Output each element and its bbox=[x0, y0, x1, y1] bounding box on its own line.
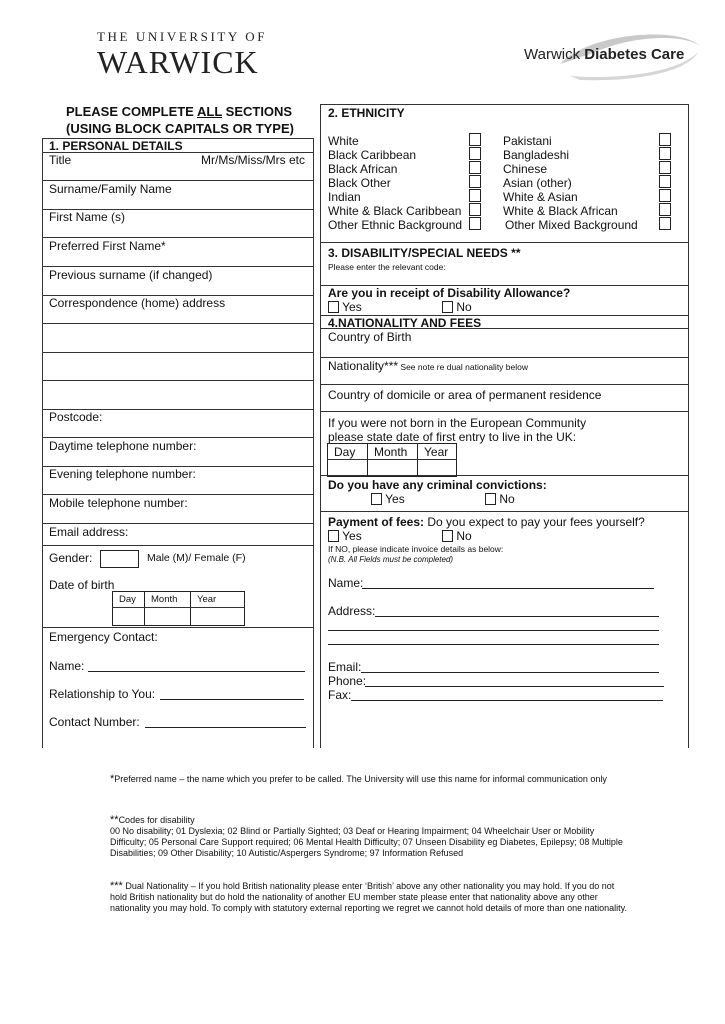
department-logo bbox=[524, 46, 684, 63]
nationality-label-text: Nationality*** bbox=[328, 359, 399, 373]
nationality-heading: 4.NATIONALITY AND FEES bbox=[328, 316, 482, 330]
dob-month: Month bbox=[145, 592, 191, 625]
footnote-text: 00 No disability; 01 Dyslexia; 02 Blind or Partially Sighted; 03 Deaf or Hearing Impairment; 04 Wheelchair User or Mobility Difficulty; 05 Personal Care Support required; 06 Mental Health Difficulty; 07 Unseen Disability eg Diabetes, Epilepsy; 08 Multiple Disabilities; 09 Other Disability; 10 Autistic/Aspergers Syndrome; 97 Information Refused bbox=[110, 826, 623, 858]
uk-entry-date-grid[interactable] bbox=[327, 443, 457, 477]
right-box-border bbox=[320, 104, 321, 748]
invoice-address-line[interactable] bbox=[328, 619, 659, 631]
dob-label: Date of birth bbox=[49, 578, 115, 592]
contact-number-line[interactable] bbox=[145, 716, 306, 728]
title-label: Title bbox=[49, 153, 72, 167]
eth-checkbox[interactable] bbox=[469, 189, 481, 202]
instr-line2: (USING BLOCK CAPITALS OR TYPE) bbox=[66, 121, 294, 136]
fees-no-option[interactable] bbox=[442, 529, 472, 543]
dob-grid-line bbox=[112, 607, 245, 608]
entry-month: Month bbox=[368, 444, 418, 476]
fees-question-bold: Payment of fees: bbox=[328, 515, 425, 529]
invoice-address-line[interactable] bbox=[375, 605, 659, 617]
checkbox-icon[interactable] bbox=[442, 530, 453, 542]
eth-checkbox[interactable] bbox=[469, 147, 481, 160]
eth-asian-other: Asian (other) bbox=[503, 176, 572, 190]
emergency-name-line[interactable] bbox=[88, 660, 305, 672]
daytime-phone-label: Daytime telephone number: bbox=[49, 439, 197, 453]
entry-grid-line bbox=[327, 459, 457, 460]
email-label: Email address: bbox=[49, 525, 129, 539]
emergency-contact-label: Emergency Contact: bbox=[49, 630, 158, 644]
checkbox-icon[interactable] bbox=[328, 301, 339, 313]
invoice-name-label: Name: bbox=[328, 576, 364, 590]
fees-if-no: If NO, please indicate invoice details as below: bbox=[328, 544, 504, 554]
country-of-birth-label: Country of Birth bbox=[328, 330, 412, 344]
divider bbox=[42, 494, 314, 495]
eth-white-black-african: White & Black African bbox=[503, 204, 618, 218]
entry-day: Day bbox=[328, 444, 368, 476]
divider bbox=[42, 180, 314, 181]
divider bbox=[320, 384, 689, 385]
address-label: Correspondence (home) address bbox=[49, 296, 226, 310]
dob-year: Year bbox=[197, 594, 217, 605]
instr-b: SECTIONS bbox=[222, 104, 293, 119]
footnote-dual-nationality bbox=[110, 881, 630, 914]
invoice-address-line[interactable] bbox=[328, 633, 659, 645]
dob-input-grid[interactable] bbox=[112, 591, 245, 626]
left-box-border bbox=[313, 138, 314, 748]
dob-day: Day bbox=[113, 592, 145, 625]
footnote-text: Dual Nationality – If you hold British nationality please enter ‘British’ above any other nationality you may hold. If you do not hold British nationality but do hold the nationality of another EU member state please enter that nationality above any other nationality you may hold. To comply with statutory external reporting we regret we cannot hold details of more than one nationality. bbox=[110, 881, 627, 913]
divider bbox=[42, 266, 314, 267]
university-logo-name: WARWICK bbox=[97, 44, 259, 80]
instr-all: ALL bbox=[196, 104, 223, 119]
invoice-fax-line[interactable] bbox=[351, 689, 663, 701]
right-box-border bbox=[688, 104, 689, 748]
footnote-mark: *** bbox=[110, 880, 123, 892]
ethnicity-heading: 2. ETHNICITY bbox=[328, 106, 405, 120]
relationship-line[interactable] bbox=[160, 688, 304, 700]
eth-checkbox[interactable] bbox=[659, 147, 671, 160]
eth-checkbox[interactable] bbox=[659, 175, 671, 188]
previous-surname-label: Previous surname (if changed) bbox=[49, 268, 213, 282]
eth-pakistani: Pakistani bbox=[503, 134, 552, 148]
footnote-mark: ** bbox=[110, 814, 119, 826]
checkbox-icon[interactable] bbox=[442, 301, 453, 313]
divider bbox=[320, 242, 689, 243]
divider bbox=[42, 352, 314, 353]
convictions-no-label: No bbox=[499, 492, 515, 506]
eth-checkbox[interactable] bbox=[469, 175, 481, 188]
mobile-phone-label: Mobile telephone number: bbox=[49, 496, 188, 510]
eth-other-mixed: Other Mixed Background bbox=[505, 218, 638, 232]
eth-white-black-caribbean: White & Black Caribbean bbox=[328, 204, 462, 218]
footnote-title: Codes for disability bbox=[118, 815, 195, 825]
fees-yes-option[interactable] bbox=[328, 529, 362, 543]
disability-hint: Please enter the relevant code: bbox=[328, 262, 446, 272]
university-title-top: THE UNIVERSITY OF bbox=[97, 29, 268, 44]
relationship-label: Relationship to You: bbox=[49, 687, 156, 701]
eth-checkbox[interactable] bbox=[659, 189, 671, 202]
convictions-yes-option[interactable] bbox=[371, 492, 405, 506]
checkbox-icon[interactable] bbox=[485, 493, 496, 505]
preferred-name-label: Preferred First Name* bbox=[49, 239, 166, 253]
convictions-yes-label: Yes bbox=[385, 492, 405, 506]
personal-details-heading: 1. PERSONAL DETAILS bbox=[49, 139, 183, 153]
disability-heading: 3. DISABILITY/SPECIAL NEEDS ** bbox=[328, 246, 521, 260]
divider bbox=[42, 545, 314, 546]
fees-question-rest: Do you expect to pay your fees yourself? bbox=[424, 515, 645, 529]
eth-white: White bbox=[328, 134, 359, 148]
footnote-mark: * bbox=[110, 773, 115, 785]
invoice-email-line[interactable] bbox=[361, 661, 659, 673]
eth-checkbox[interactable] bbox=[659, 203, 671, 216]
allowance-no-label: No bbox=[456, 300, 472, 314]
allowance-yes-option[interactable] bbox=[328, 300, 362, 314]
department-name: Diabetes Care bbox=[584, 46, 685, 63]
divider bbox=[320, 357, 689, 358]
nationality-label bbox=[328, 359, 528, 373]
postcode-label: Postcode: bbox=[49, 410, 103, 424]
disability-allowance-question: Are you in receipt of Disability Allowance? bbox=[328, 286, 571, 300]
eth-black-caribbean: Black Caribbean bbox=[328, 148, 417, 162]
surname-label: Surname/Family Name bbox=[49, 182, 172, 196]
instr-a: PLEASE COMPLETE bbox=[66, 104, 197, 119]
invoice-email-label: Email: bbox=[328, 660, 362, 674]
fees-no-label: No bbox=[456, 529, 472, 543]
eth-other-ethnic: Other Ethnic Background bbox=[328, 218, 463, 232]
eth-black-african: Black African bbox=[328, 162, 398, 176]
invoice-fax-label: Fax: bbox=[328, 688, 352, 702]
divider bbox=[320, 511, 689, 512]
eth-checkbox[interactable] bbox=[469, 203, 481, 216]
emergency-name-label: Name: bbox=[49, 659, 85, 673]
evening-phone-label: Evening telephone number: bbox=[49, 467, 196, 481]
invoice-name-line[interactable] bbox=[362, 577, 654, 589]
divider bbox=[42, 437, 314, 438]
convictions-no-option[interactable] bbox=[485, 492, 515, 506]
eth-indian: Indian bbox=[328, 190, 361, 204]
eu-entry-line2: please state date of first entry to live in the UK: bbox=[328, 430, 577, 444]
fees-question bbox=[328, 515, 645, 529]
left-box-border bbox=[42, 138, 43, 748]
eth-checkbox[interactable] bbox=[659, 133, 671, 146]
divider bbox=[320, 411, 689, 412]
checkbox-icon[interactable] bbox=[328, 530, 339, 542]
eth-black-other: Black Other bbox=[328, 176, 391, 190]
divider bbox=[42, 523, 314, 524]
footnote-text: Preferred name – the name which you prefer to be called. The University will use this name for informal communication only bbox=[114, 774, 607, 784]
fees-nb: (N.B. All Fields must be completed) bbox=[328, 555, 454, 564]
checkbox-icon[interactable] bbox=[371, 493, 382, 505]
eth-checkbox[interactable] bbox=[469, 133, 481, 146]
title-options: Mr/Ms/Miss/Mrs etc bbox=[201, 153, 305, 167]
allowance-yes-label: Yes bbox=[342, 300, 362, 314]
eth-checkbox[interactable] bbox=[469, 217, 481, 230]
gender-hint: Male (M)/ Female (F) bbox=[147, 552, 246, 564]
divider bbox=[42, 237, 314, 238]
divider bbox=[42, 380, 314, 381]
invoice-address-label: Address: bbox=[328, 604, 376, 618]
divider bbox=[42, 627, 314, 628]
gender-input[interactable] bbox=[100, 550, 139, 568]
fees-yes-label: Yes bbox=[342, 529, 362, 543]
contact-number-label: Contact Number: bbox=[49, 715, 140, 729]
divider bbox=[42, 323, 314, 324]
entry-year: Year bbox=[424, 445, 449, 459]
eth-checkbox[interactable] bbox=[469, 161, 481, 174]
invoice-phone-label: Phone: bbox=[328, 674, 367, 688]
allowance-no-option[interactable] bbox=[442, 300, 472, 314]
nationality-note: See note re dual nationality below bbox=[398, 362, 528, 372]
eth-checkbox[interactable] bbox=[659, 161, 671, 174]
domicile-label: Country of domicile or area of permanent residence bbox=[328, 388, 602, 402]
eu-entry-line1: If you were not born in the European Community bbox=[328, 416, 587, 430]
form-instructions bbox=[66, 103, 294, 137]
footnote-disability-codes bbox=[110, 815, 630, 859]
footnote-preferred-name bbox=[110, 774, 630, 785]
convictions-question: Do you have any criminal convictions: bbox=[328, 478, 547, 492]
eth-chinese: Chinese bbox=[503, 162, 548, 176]
right-box-top bbox=[320, 104, 689, 105]
eth-bangladeshi: Bangladeshi bbox=[503, 148, 570, 162]
eth-white-asian: White & Asian bbox=[503, 190, 578, 204]
first-name-label: First Name (s) bbox=[49, 210, 125, 224]
department-prefix: Warwick bbox=[524, 46, 585, 63]
gender-label: Gender: bbox=[49, 551, 93, 565]
invoice-phone-line[interactable] bbox=[365, 675, 664, 687]
eth-checkbox[interactable] bbox=[659, 217, 671, 230]
